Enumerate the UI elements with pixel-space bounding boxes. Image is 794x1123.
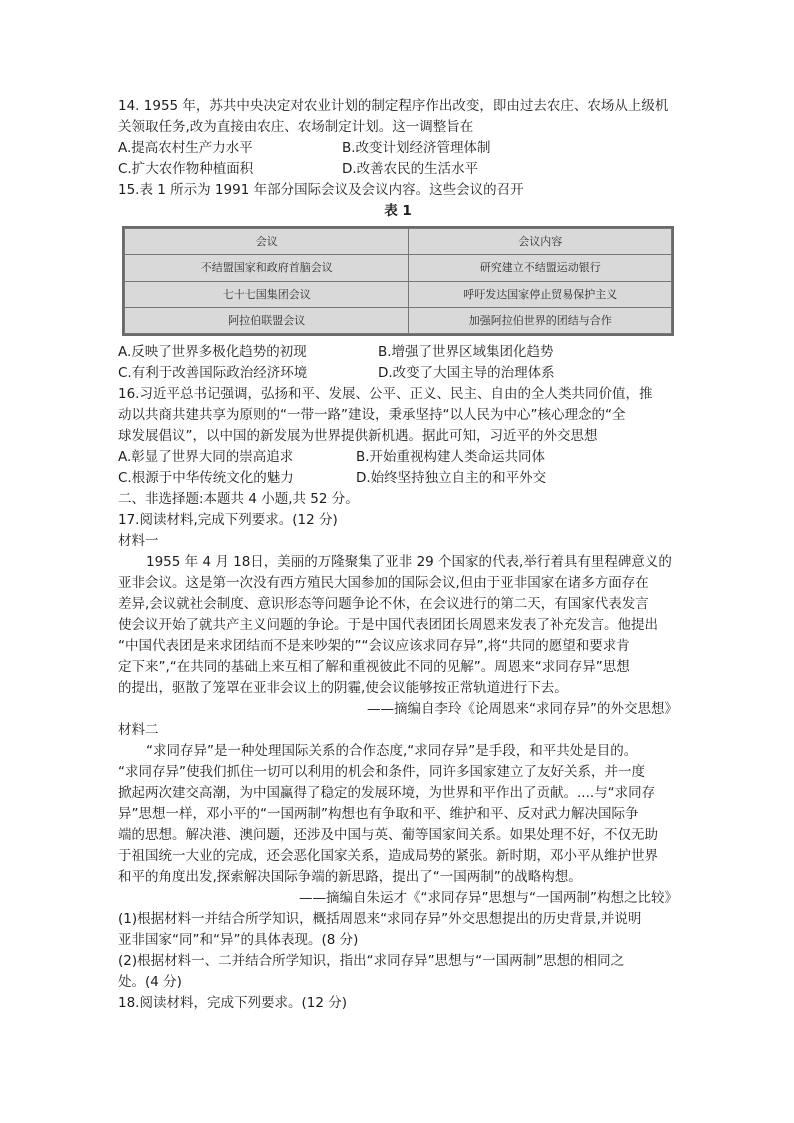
q15-options-row-2 [118, 363, 678, 384]
q15-options-row-1 [118, 342, 678, 363]
q16-option-d: D.始终坚持独立自主的和平外交 [356, 470, 547, 486]
q16-stem-line-3: 球发展倡议”，以中国的新发展为世界提供新机遇。据此可知，习近平的外交思想 [118, 428, 598, 444]
q15-option-d: D.改变了大国主导的治理体系 [378, 365, 555, 381]
material-1-line: 差异,会议就社会制度、意识形态等问题争论不休，在会议进行的第二天，有国家代表发言 [118, 596, 649, 612]
q15-option-a: A.反映了世界多极化趋势的初现 [118, 344, 307, 360]
q14-option-d: D.改善农民的生活水平 [342, 161, 479, 177]
q17-title: 17.阅读材料,完成下列要求。(12 分) [118, 512, 338, 528]
table-header-content: 会议内容 [409, 229, 672, 255]
table-header-row [125, 229, 672, 255]
q16-stem-line-2: 动以共商共建共享为原则的“一带一路”建设，秉承坚持“以人民为中心”核心理念的“全 [118, 407, 626, 423]
q14-option-b: B.改变计划经济管理体制 [342, 140, 491, 156]
material-2-line: 异”思想一样，邓小平的“一国两制”构想也有争取和平、维护和平、反对武力解决国际争 [118, 806, 639, 822]
material-1-line: 使会议开始了就共产主义问题的争论。于是中国代表团团长周恩来发表了补充发言。他提出 [118, 617, 658, 633]
q16-options-row-1 [118, 447, 678, 468]
material-1-line: 的提出，驱散了笼罩在亚非会议上的阴霾,使会议能够按正常轨道进行下去。 [118, 680, 568, 696]
q14-stem-line-1: 14. 1955 年，苏共中央决定对农业计划的制定程序作出改变，即由过去农庄、农场从上级机 [118, 98, 669, 114]
table-cell: 呼吁发达国家停止贸易保护主义 [409, 281, 672, 307]
material-2-line: 端的思想。解决港、澳问题，还涉及中国与英、葡等国家间关系。如果处理不好，不仅无助 [118, 827, 658, 843]
material-2-line: 于祖国统一大业的完成，还会恶化国家关系，造成局势的紧张。新时期，邓小平从维护世界 [118, 848, 658, 864]
table-caption: 表 1 [384, 203, 412, 219]
table-cell: 七十七国集团会议 [125, 281, 409, 307]
table-cell: 加强阿拉伯世界的团结与合作 [409, 307, 672, 333]
table-row [125, 281, 672, 307]
material-1-line: 定下来”,“在共同的基础上来互相了解和重视彼此不同的见解”。周恩来“求同存异”思想 [118, 659, 630, 675]
q14-stem-line-2: 关领取任务,改为直接由农庄、农场制定计划。这一调整旨在 [118, 119, 474, 135]
q14-option-c: C.扩大农作物种植面积 [118, 161, 254, 177]
q17-subquestion-2-cont: 处。(4 分) [118, 974, 182, 990]
material-2-source: ——摘编自朱运才《“求同存异”思想与“一国两制”构想之比较》 [299, 890, 678, 906]
material-1-line: 亚非会议。这是第一次没有西方殖民大国参加的国际会议,但由于亚非国家在诸多方面存在 [118, 575, 649, 591]
q18-title: 18.阅读材料，完成下列要求。(12 分) [118, 995, 347, 1011]
q15-option-c: C.有利于改善国际政治经济环境 [118, 365, 308, 381]
table-row [125, 255, 672, 281]
section-heading: 二、非选择题:本题共 4 小题,共 52 分。 [118, 491, 359, 507]
q16-option-a: A.彰显了世界大同的崇高追求 [118, 449, 294, 465]
q14-option-a: A.提高农村生产力水平 [118, 140, 253, 156]
table-cell: 不结盟国家和政府首脑会议 [125, 255, 409, 281]
material-2-line: “求同存异”是一种处理国际关系的合作态度,“求同存异”是手段，和平共处是目的。 [146, 743, 638, 759]
table-cell: 研究建立不结盟运动银行 [409, 255, 672, 281]
page-content [118, 96, 678, 1014]
conference-table [124, 228, 672, 334]
material-1-line: 1955 年 4 月 18日，美丽的万隆聚集了亚非 29 个国家的代表,举行着具有里程碑意义的 [146, 554, 672, 570]
q15-option-b: B.增强了世界区域集团化趋势 [378, 344, 554, 360]
q16-stem-line-1: 16.习近平总书记强调，弘扬和平、发展、公平、正义、民主、自由的全人类共同价值，推 [118, 386, 653, 402]
q14-options-row-1 [118, 138, 678, 159]
conference-table-photo [122, 226, 674, 336]
material-2-label: 材料二 [118, 722, 159, 738]
q16-options-row-2 [118, 468, 678, 489]
q16-option-b: B.开始重视构建人类命运共同体 [356, 449, 546, 465]
q14-options-row-2 [118, 159, 678, 180]
material-1-line: “中国代表团是来求团结而不是来吵架的”“会议应该求同存异”,将“共同的愿望和要求肯 [118, 638, 630, 654]
q17-subquestion-1-cont: 亚非国家“同”和“异”的具体表现。(8 分) [118, 932, 359, 948]
table-row [125, 307, 672, 333]
table-header-meeting: 会议 [125, 229, 409, 255]
material-2-line: 和平的角度出发,探索解决国际争端的新思路，提出了“一国两制”的战略构想。 [118, 869, 582, 885]
q17-subquestion-1: (1)根据材料一并结合所学知识，概括周恩来“求同存异”外交思想提出的历史背景,并说明 [118, 911, 642, 927]
q17-subquestion-2: (2)根据材料一、二并结合所学知识，指出“求同存异”思想与“一国两制”思想的相同之 [118, 953, 625, 969]
table-cell: 阿拉伯联盟会议 [125, 307, 409, 333]
material-1-source: ——摘编自李玲《论周恩来“求同存异”的外交思想》 [367, 701, 678, 717]
material-2-line: “求同存异”使我们抓住一切可以利用的机会和条件，同许多国家建立了友好关系，并一度 [118, 764, 645, 780]
q16-option-c: C.根源于中华传统文化的魅力 [118, 470, 294, 486]
material-1-label: 材料一 [118, 533, 159, 549]
q15-stem: 15.表 1 所示为 1991 年部分国际会议及会议内容。这些会议的召开 [118, 182, 524, 198]
material-2-line: 掀起两次建交高潮，为中国赢得了稳定的发展环境，为世界和平作出了贡献。....与“求同存 [118, 785, 656, 801]
